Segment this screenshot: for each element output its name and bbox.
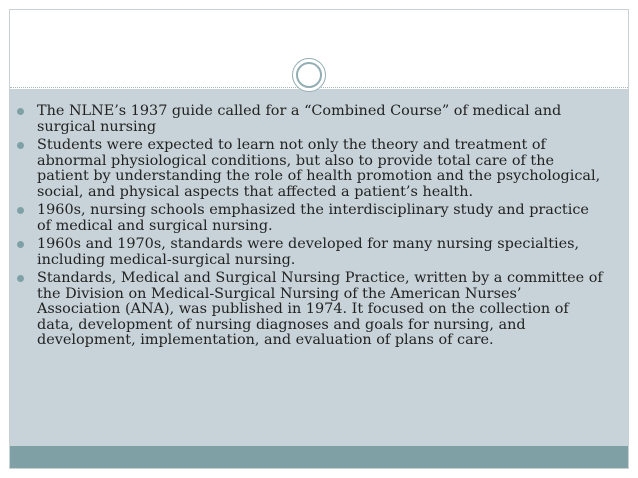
circle-ornament-icon <box>292 58 326 92</box>
bullet-item <box>16 138 606 200</box>
bullet-dot-icon <box>17 207 24 214</box>
bullet-item <box>16 237 606 268</box>
bullet-text: Students were expected to learn not only the theory and treatment of abnormal physiological conditions, but also to provide total care of the patient by understanding the role of health promotion and the psychological, social, and physical aspects that affected a patient’s health. <box>37 137 601 200</box>
bullet-dot-icon <box>17 241 24 248</box>
bullet-dot-icon <box>17 142 24 149</box>
bullet-item <box>16 203 606 234</box>
bullet-item <box>16 104 606 135</box>
bullet-dot-icon <box>17 108 24 115</box>
bullet-text: 1960s, nursing schools emphasized the interdisciplinary study and practice of medical and surgical nursing. <box>37 202 589 234</box>
bullet-text: Standards, Medical and Surgical Nursing Practice, written by a committee of the Division on Medical-Surgical Nursing of the American Nurses’ Association (ANA), was published in 1974. It focused on the collection of data, development of nursing diagnoses and goals for nursing, and development, implementation, and evaluation of plans of care. <box>37 270 603 348</box>
bullet-dot-icon <box>17 275 24 282</box>
circle-ornament-inner <box>296 62 322 88</box>
bullet-text: The NLNE’s 1937 guide called for a “Combined Course” of medical and surgical nursing <box>37 103 562 135</box>
bullet-text: 1960s and 1970s, standards were developed for many nursing specialties, including medical-surgical nursing. <box>37 236 580 268</box>
bottom-band <box>10 446 628 468</box>
bullet-list <box>16 104 606 352</box>
bullet-item <box>16 271 606 349</box>
